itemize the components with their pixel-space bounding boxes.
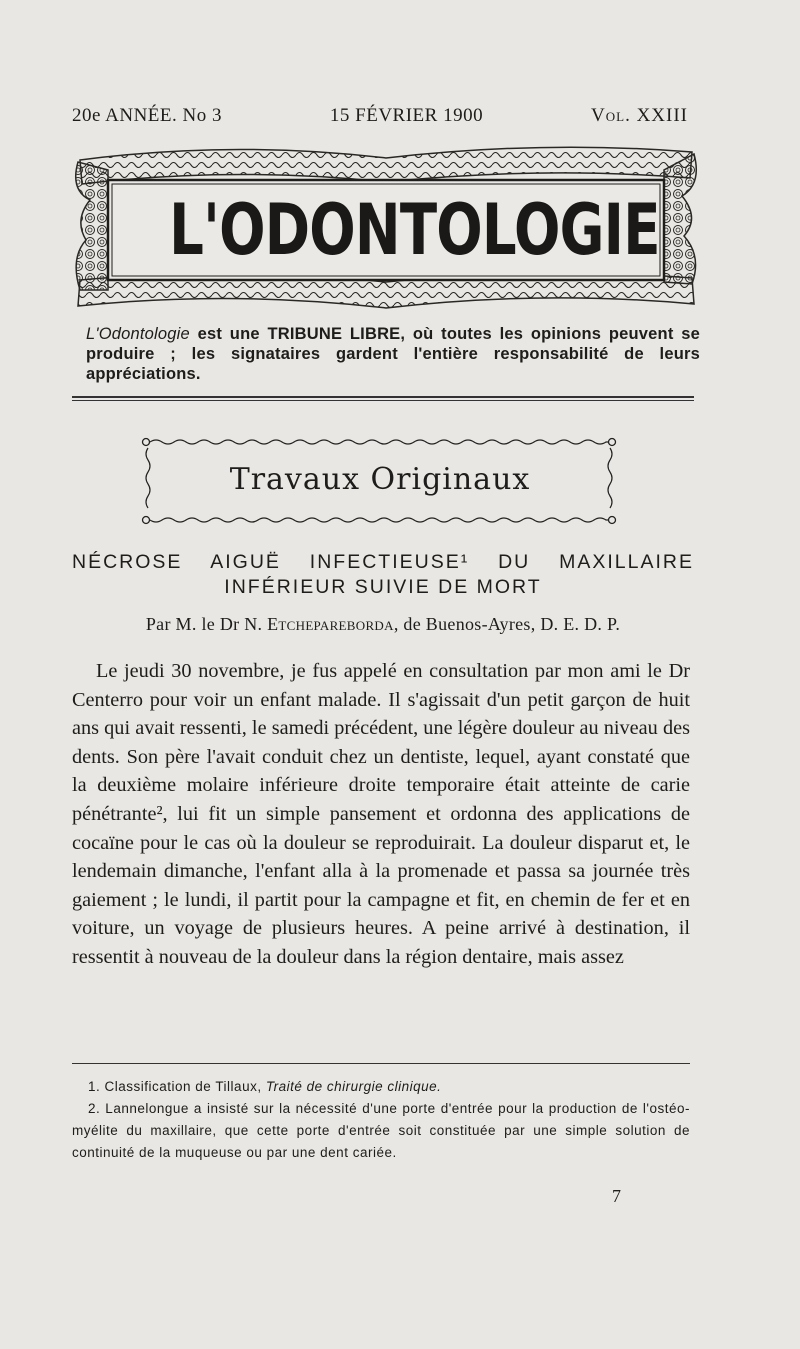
article-body [72,657,690,972]
footnotes [72,1076,690,1164]
journal-name: L'Odontologie [86,325,190,343]
editorial-disclaimer [86,324,700,384]
footnote-1 [72,1076,690,1098]
article-title [72,550,694,600]
separator-double-rule [72,396,694,404]
footnote-2: 2. Lannelongue a insisté sur la nécessité d'une porte d'entrée pour la production de l'ostéo-myélite du maxillaire, que cette porte d'entrée soit constituée par une simple solution de continuité de la muqueuse ou par une dent cariée. [72,1101,690,1160]
author-name: Etchepareborda [267,614,394,634]
article-title-line2: INFÉRIEUR SUIVIE DE MORT [224,576,542,598]
page-number: 7 [612,1186,621,1206]
footnote-rule [72,1063,690,1064]
masthead-title: L'ODONTOLOGIE [169,189,660,271]
footnote-1-work: Traité de chirurgie clinique. [265,1079,442,1094]
issue-date: 15 FÉVRIER 1900 [329,105,484,126]
issue-volume: Vol. XXIII [591,105,688,126]
section-heading-frame [140,432,620,528]
article-author [72,614,694,635]
article-title-line1: NÉCROSE AIGUË INFECTIEUSE¹ DU MAXILLAIRE [72,551,694,573]
issue-header [72,105,688,127]
footnote-1-text: 1. Classification de Tillaux, [88,1079,266,1094]
author-suffix: , de Buenos-Ayres, D. E. D. P. [393,614,621,634]
body-paragraph: Le jeudi 30 novembre, je fus appelé en consultation par mon ami le Dr Centerro pour voir un enfant malade. Il s'agissait d'un petit garçon de huit ans qui avait ressenti, le samedi précédent, une légère douleur au niveau des dents. Son père l'avait conduit chez un dentiste, lequel, ayant constaté que la deuxième molaire inférieure droite temporaire était atteinte de carie pénétrante², lui fit un simple pansement et ordonna des applications de cocaïne pour le cas où la douleur se reproduirait. La douleur disparut et, le lendemain dimanche, l'enfant alla à la promenade et passa sa journée très gaiement ; le lundi, il partit pour la campagne et fit, en chemin de fer et en voiture, un voyage de plusieurs heures. A peine arrivé à destination, il ressentit à nouveau de la douleur dans la région dentaire, mais assez [72,660,690,968]
section-title: Travaux Originaux [229,462,531,497]
issue-year-number: 20e ANNÉE. No 3 [72,105,222,126]
masthead-banner [72,140,700,312]
disclaimer-text: est une TRIBUNE LIBRE, où toutes les opinions peuvent se produire ; les signataires gardent l'entière responsabilité de leurs appréciations. [86,325,700,383]
author-prefix: Par M. le Dr N. [145,614,268,634]
